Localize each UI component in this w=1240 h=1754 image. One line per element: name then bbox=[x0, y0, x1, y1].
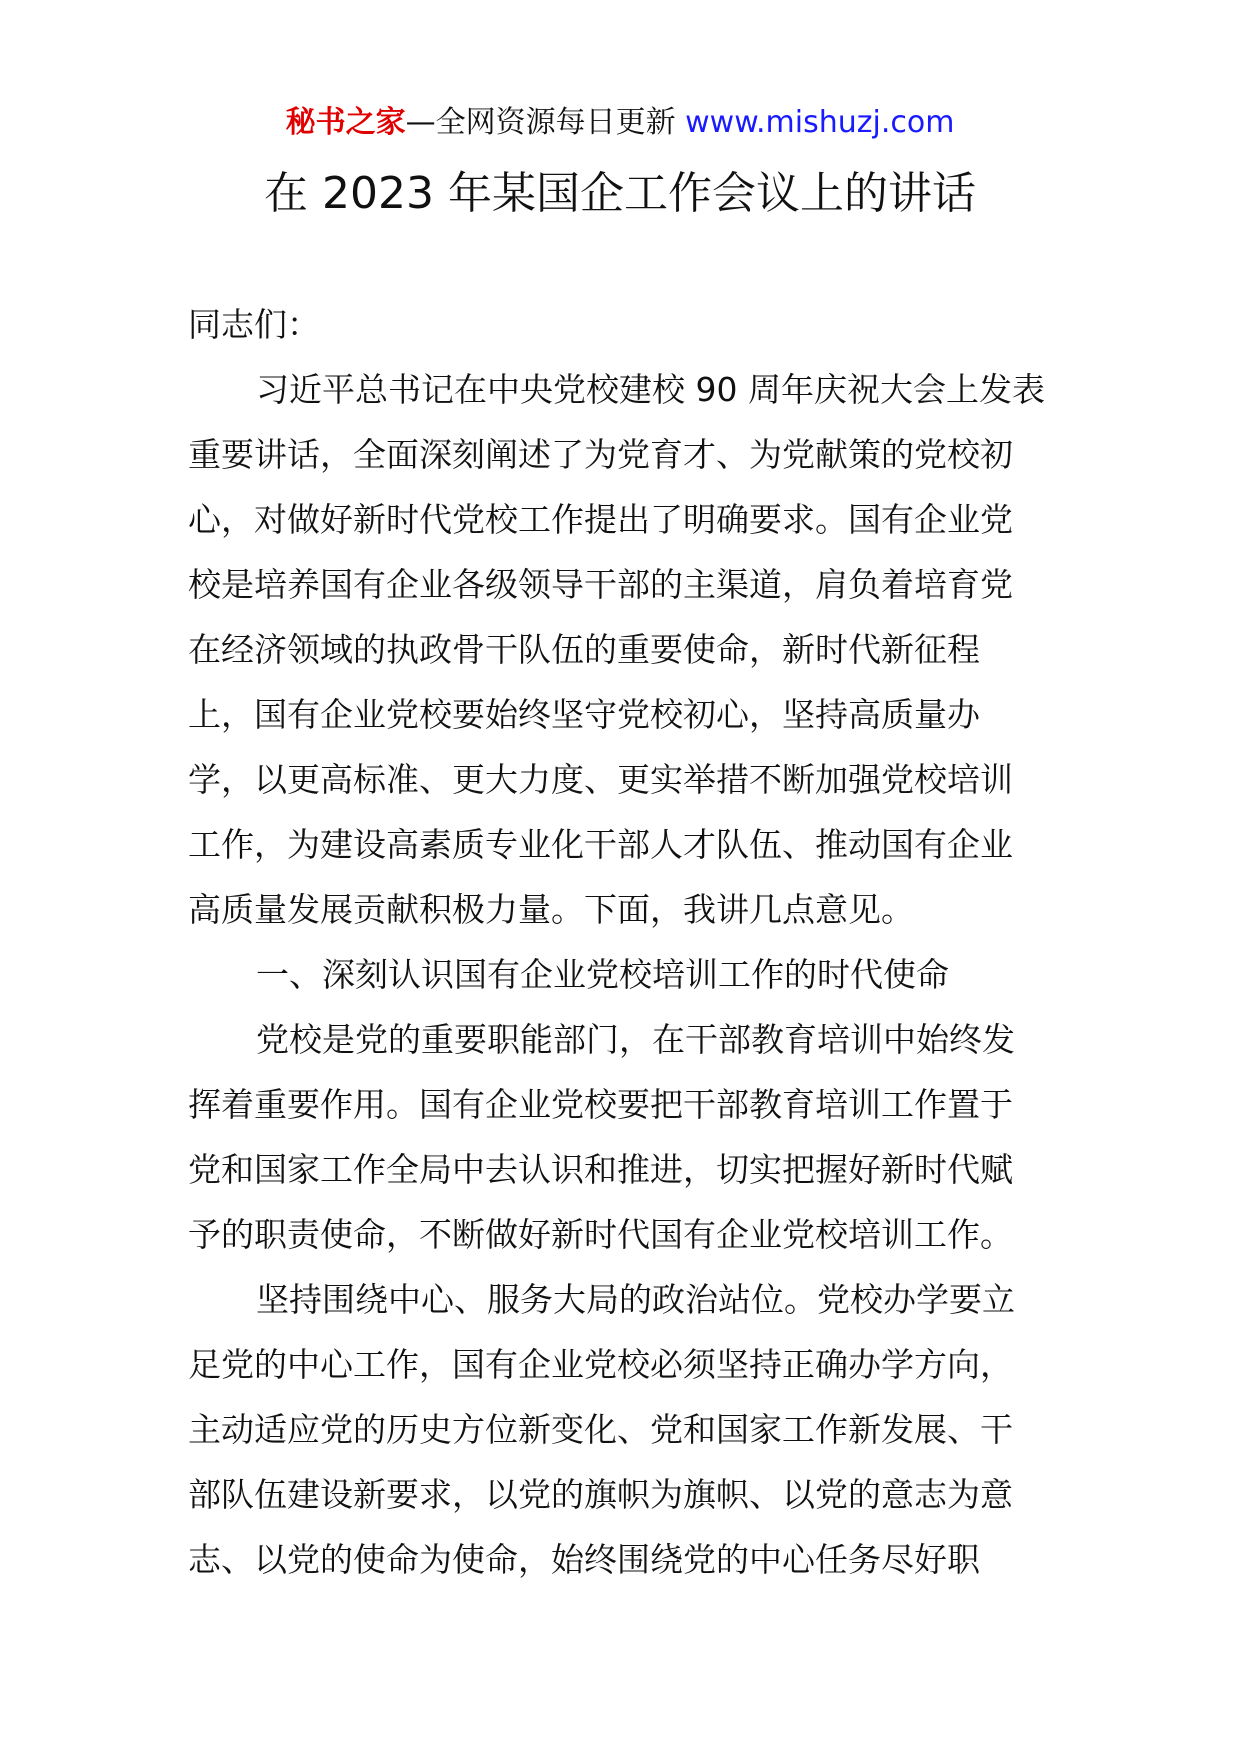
paragraph-line: 在经济领域的执政骨干队伍的重要使命，新时代新征程 bbox=[188, 630, 980, 669]
banner-tagline: —全网资源每日更新 bbox=[405, 105, 676, 140]
paragraph-line: 部队伍建设新要求，以党的旗帜为旗帜、以党的意志为意 bbox=[188, 1475, 1013, 1514]
section-heading: 一、深刻认识国有企业党校培训工作的时代使命 bbox=[256, 955, 949, 994]
document-body bbox=[188, 292, 1054, 1592]
paragraph-line: 心，对做好新时代党校工作提出了明确要求。国有企业党 bbox=[188, 500, 1013, 539]
paragraph-line: 工作，为建设高素质专业化干部人才队伍、推动国有企业 bbox=[188, 825, 1013, 864]
paragraph-line: 予的职责使命，不断做好新时代国有企业党校培训工作。 bbox=[188, 1215, 1013, 1254]
salutation: 同志们： bbox=[188, 305, 320, 344]
paragraph-line: 挥着重要作用。国有企业党校要把干部教育培训工作置于 bbox=[188, 1085, 1013, 1124]
paragraph-line: 重要讲话，全面深刻阐述了为党育才、为党献策的党校初 bbox=[188, 435, 1013, 474]
paragraph-line: 党和国家工作全局中去认识和推进，切实把握好新时代赋 bbox=[188, 1150, 1013, 1189]
paragraph-line: 学，以更高标准、更大力度、更实举措不断加强党校培训 bbox=[188, 760, 1013, 799]
paragraph-line: 党校是党的重要职能部门，在干部教育培训中始终发 bbox=[256, 1020, 1015, 1059]
site-url-link[interactable]: www.mishuzj.com bbox=[685, 105, 955, 140]
paragraph-line: 校是培养国有企业各级领导干部的主渠道，肩负着培育党 bbox=[188, 565, 1013, 604]
paragraph-line: 上，国有企业党校要始终坚守党校初心，坚持高质量办 bbox=[188, 695, 980, 734]
site-banner bbox=[0, 100, 1240, 146]
document-title: 在 2023 年某国企工作会议上的讲话 bbox=[264, 168, 976, 219]
paragraph-line: 习近平总书记在中央党校建校 90 周年庆祝大会上发表 bbox=[256, 370, 1045, 409]
paragraph-line: 志、以党的使命为使命，始终围绕党的中心任务尽好职 bbox=[188, 1540, 980, 1579]
paragraph-line: 足党的中心工作，国有企业党校必须坚持正确办学方向， bbox=[188, 1345, 1013, 1384]
brand-name: 秘书之家 bbox=[285, 105, 406, 140]
paragraph-line: 主动适应党的历史方位新变化、党和国家工作新发展、干 bbox=[188, 1410, 1013, 1449]
paragraph-line: 坚持围绕中心、服务大局的政治站位。党校办学要立 bbox=[256, 1280, 1015, 1319]
paragraph-line: 高质量发展贡献积极力量。下面，我讲几点意见。 bbox=[188, 890, 914, 929]
